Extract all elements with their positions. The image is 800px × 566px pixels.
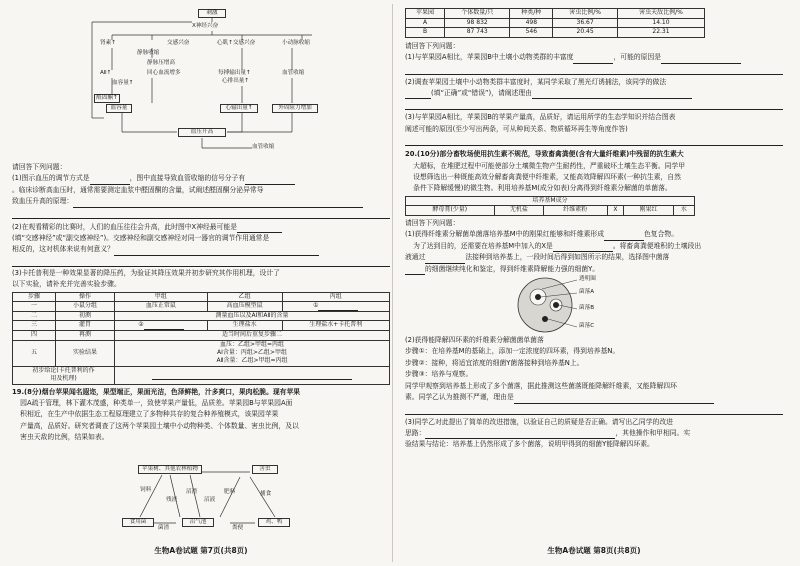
t3-c2: 纤维素粉 bbox=[544, 206, 608, 216]
eco-predation: 捕食 bbox=[260, 491, 272, 497]
q20-1-blank-b[interactable] bbox=[553, 243, 613, 252]
t1-r4-step: 四 bbox=[13, 331, 56, 341]
orchard-ecosystem-diagram bbox=[120, 463, 300, 533]
q20-3-text-c: ，其他操作和甲相同。实 bbox=[615, 428, 691, 437]
t1-result-a1: AⅠ含量：丙组>乙组>甲组 bbox=[217, 349, 287, 357]
row2-volume: 血容量↑ bbox=[112, 80, 134, 86]
t1-r1-op: 小鼠分组 bbox=[56, 302, 115, 312]
q18-intro: 请回答下列问题： bbox=[12, 163, 67, 171]
q20-3-text-b: 思路： bbox=[405, 428, 426, 437]
t1-r2-all: 测量血压以及AⅠ和AⅡ的含量 bbox=[115, 311, 390, 321]
eco-poultry: 鸡、鸭 bbox=[258, 518, 290, 527]
petri-dish-figure bbox=[405, 275, 783, 335]
t2-r2-c4: 22.31 bbox=[617, 28, 704, 38]
t2-r2-c2: 546 bbox=[510, 28, 553, 38]
t2-r1-c2: 498 bbox=[510, 18, 553, 28]
branch-artery: 小动脉收缩 bbox=[282, 40, 310, 46]
t1-r6-answer[interactable] bbox=[115, 366, 390, 384]
q20-line2: 大超标，在堆肥过程中可能使部分土壤微生物产生耐药性，严重破坏土壤生态平衡。同学甲 bbox=[413, 161, 686, 170]
q20-3-text-d: 验结果与结论：培养基上仍然形成了多个菌落，说明甲得到的细菌Y能降解四环素。 bbox=[405, 440, 654, 449]
t1-header-a: 甲组 bbox=[115, 292, 208, 302]
q19-1-text-b: ，可能的原因是 bbox=[613, 53, 662, 62]
q18-1-text-b: ，图中直接导致血管收缩的信号分子有 bbox=[129, 174, 246, 183]
t2-h0: 苹果园 bbox=[406, 9, 445, 19]
q18-1-blank-c[interactable] bbox=[73, 199, 363, 208]
stimulus-box: 刺激 bbox=[198, 9, 226, 18]
q18-2-text: (2)在观看精彩的比赛时，人们的血压往往会升高，此时图中X神经最可能是 bbox=[12, 222, 237, 231]
q19-intro: 请回答下列问题： bbox=[405, 41, 460, 50]
eco-manure: 粪便 bbox=[232, 525, 244, 531]
q19-2-text-b: (填“正确”或“错误”)，请阐述理由 bbox=[431, 89, 532, 97]
q19-1-answer-line[interactable] bbox=[405, 64, 783, 75]
t1-r4-op: 再测 bbox=[56, 331, 115, 341]
t1-header-step: 步骤 bbox=[13, 292, 56, 302]
bottom-vasoconstriction: 血管收缩 bbox=[252, 144, 275, 150]
t2-h2: 种类/种 bbox=[510, 9, 553, 19]
t1-header-c: 丙组 bbox=[282, 292, 389, 302]
row2-a2: AⅡ↑ bbox=[100, 70, 112, 76]
q20-2-text-b: 同学甲观察到培养基上形成了多个菌落，据此推测这些菌落既能降解纤维素，又能降解四环 bbox=[405, 381, 677, 390]
q19-line5: 害虫天敌的比例，结果如表。 bbox=[20, 433, 109, 442]
page7-footer: 生物A卷试题 第7页(共8页) bbox=[154, 546, 248, 555]
q20-3-blank[interactable] bbox=[425, 430, 615, 439]
q19-1-blank-b[interactable] bbox=[661, 55, 741, 64]
dish-label-b: 菌落B bbox=[579, 305, 595, 312]
colony-a bbox=[535, 294, 541, 300]
page8-footer: 生物A卷试题 第8页(共8页) bbox=[547, 546, 641, 555]
q19-line1: 19.(8分)烟台苹果闻名遐迩，果型端正，果面光洁，色泽鲜艳，汁多爽口，果肉松脆。现有苹果 bbox=[12, 387, 301, 396]
orchard-table bbox=[405, 8, 705, 38]
t2-h3: 害虫比例/% bbox=[553, 9, 618, 19]
q20-1-text: (1)获得纤维素分解菌单菌落培养基M中的刚果红能够和纤维素形成 bbox=[405, 230, 605, 239]
row3-resistance: 外周阻力增加 bbox=[272, 104, 318, 113]
row2-return: 回心血流增多 bbox=[147, 70, 181, 76]
q20-intro: 请回答下列问题： bbox=[405, 219, 460, 228]
q18-3-text-b: 以下实验，请补充并完善实验步骤。 bbox=[12, 280, 121, 289]
q18-1-blank-b[interactable] bbox=[245, 176, 295, 185]
t1-r3-step: 三 bbox=[13, 321, 56, 331]
q19-3-text-b: 阐述可能的原因(至少写出两条，可从种间关系、物质循环再生等角度作答) bbox=[405, 124, 628, 133]
t3-title: 培养基M成分 bbox=[406, 196, 695, 206]
t1-r5-step: 五 bbox=[13, 340, 56, 366]
t1-r3-b: 生理盐水 bbox=[207, 321, 282, 331]
q18-2-blank-a[interactable] bbox=[237, 224, 282, 233]
q18-1-text: (1)图示血压的调节方式是 bbox=[12, 174, 90, 183]
t3-c5: 水 bbox=[673, 206, 694, 216]
q19-2-answer-line[interactable] bbox=[405, 99, 783, 110]
q20-step2: 步骤②：接种，将适宜浓度的细菌Y菌落接种到培养基N上。 bbox=[405, 358, 584, 367]
colony-b bbox=[553, 302, 559, 308]
eco-fertilizer: 肥料 bbox=[224, 489, 236, 495]
bp-regulation-diagram bbox=[92, 8, 332, 160]
page-8 bbox=[405, 8, 783, 558]
t2-r2-c3: 20.45 bbox=[553, 28, 618, 38]
medium-m-table bbox=[405, 196, 695, 216]
row2-output: 心排出量↑ bbox=[222, 78, 250, 84]
eco-biogas-liquid: 沼液 bbox=[204, 497, 216, 503]
q19-3-answer-line[interactable] bbox=[405, 135, 783, 146]
t1-r1-step: 一 bbox=[13, 302, 56, 312]
q19-line2: 园A疏于管理，林下灌木茂盛，种类单一，致使苹果产量低，品质差。苹果园B与苹果园A面 bbox=[20, 399, 293, 408]
q20-1-text-g: 的细菌继续纯化和鉴定，得到纤维素降解能力强的细菌Y。 bbox=[425, 264, 600, 273]
dish-label-c: 菌落C bbox=[579, 323, 595, 330]
q18-1-blank-a[interactable] bbox=[90, 176, 130, 185]
q19-2-blank-b[interactable] bbox=[532, 90, 692, 99]
t1-r4-all: 适当时间后重复步骤二 bbox=[115, 331, 390, 341]
eco-residue: 残渣 bbox=[166, 497, 178, 503]
page-gutter bbox=[392, 4, 393, 562]
t2-r2-c0: B bbox=[406, 28, 445, 38]
eco-plants: 苹果树、其他农林植物 bbox=[138, 465, 202, 474]
branch-sympathetic: 交感兴奋 bbox=[167, 40, 190, 46]
q20-1-text-f: 法接种到培养基上，一段时间后得到如图所示的结果，选择图中菌落 bbox=[465, 253, 670, 262]
t2-h1: 个体数量/只 bbox=[445, 9, 510, 19]
row3-volume: 血容量 bbox=[106, 104, 132, 113]
petri-dish-svg bbox=[405, 275, 635, 335]
t3-c0: 酵母膏(少量) bbox=[406, 206, 495, 216]
eco-fungi: 食用菌 bbox=[122, 518, 154, 527]
row2-vasoconstriction: 血管收缩 bbox=[282, 70, 305, 76]
q18-2-blank-b[interactable] bbox=[114, 247, 319, 256]
q20-1-text-e: 液通过 bbox=[405, 253, 426, 262]
q18-2-answer-line[interactable] bbox=[12, 256, 390, 267]
t2-r1-c3: 36.67 bbox=[553, 18, 618, 28]
t1-r6-label: 初步给论(卡托普利的作 用及机理) bbox=[13, 366, 115, 384]
eco-biogas-pit: 沼气池 bbox=[182, 518, 214, 527]
t1-header-op: 操作 bbox=[56, 292, 115, 302]
t1-r3-c: 生理盐水+卡托普利 bbox=[282, 321, 389, 331]
q20-line1: 20.(10分)部分畜牧场使用抗生素不规范，导致畜禽粪便(含有大量纤维素)中残留的抗生素大 bbox=[405, 150, 684, 159]
q19-line3: 积相近，在生产中依据生态工程原理建立了多物种共存的复合种养殖模式，该果园苹果 bbox=[20, 410, 279, 419]
q20-2-answer-line[interactable] bbox=[405, 404, 783, 415]
eco-pests: 害虫 bbox=[252, 465, 278, 474]
t1-result-a2: AⅡ含量：乙组>甲组=丙组 bbox=[216, 357, 288, 365]
q18-3-text: (3)卡托普利是一种效果显著的降压药，为验证其降压效果并初步研究其作用机理，设计了 bbox=[12, 268, 280, 277]
q20-1-blank-a[interactable] bbox=[604, 232, 644, 241]
branch-vein: 静脉收缩 bbox=[137, 50, 160, 56]
q20-2-text: (2)获得能降解四环素的纤维素分解菌菌单菌落 bbox=[405, 336, 544, 345]
colony-c bbox=[542, 316, 548, 322]
q19-line4: 产量高，品质好。研究者调查了这两个苹果园土壤中小动物种类、个体数量、害虫比例，及以 bbox=[20, 421, 299, 430]
t2-r1-c0: A bbox=[406, 18, 445, 28]
t1-header-b: 乙组 bbox=[207, 292, 282, 302]
page-7 bbox=[12, 8, 390, 558]
row3-aldosterone: 醛固酮↑ bbox=[94, 94, 120, 103]
dish-label-a: 菌落A bbox=[579, 289, 595, 296]
experiment-table bbox=[12, 292, 390, 385]
q18-2-text-b: (填“交感神经”或“副交感神经”)。交感神经和副交感神经对同一器官的调节作用通常是 bbox=[12, 234, 270, 243]
row3-output: 心输出量↑ bbox=[220, 104, 258, 113]
q20-step1: 步骤①：在培养基M的基础上，添加一定浓度的四环素，得到培养基N。 bbox=[405, 347, 620, 356]
t1-r2-step: 二 bbox=[13, 311, 56, 321]
t1-result-bp: 血压：乙组>甲组=丙组 bbox=[219, 340, 285, 348]
t3-c4: 刚果红 bbox=[624, 206, 673, 216]
eco-fungus-residue: 菌渣 bbox=[158, 525, 170, 531]
q18-1-text-d: 致血压升高的原理： bbox=[12, 197, 74, 206]
q20-line3: 设想筛选出一种既能高效分解畜禽粪便中纤维素，又能高效降解四环素(一种抗生素，自然 bbox=[413, 173, 681, 182]
q19-1-blank-a[interactable] bbox=[573, 55, 613, 64]
q20-1-blank-d[interactable] bbox=[405, 266, 425, 275]
q20-3-text: (3)同学乙对此提出了简单的改进措施，以验证自己的质疑是否正确。请写出乙同学的改进 bbox=[405, 417, 673, 426]
t1-r2-op: 初测 bbox=[56, 311, 115, 321]
t1-r1-c[interactable]: ① bbox=[282, 302, 389, 312]
t1-r5-op: 实验结果 bbox=[56, 340, 115, 366]
eco-feed: 饲料 bbox=[140, 487, 152, 493]
branch-renin: 肾素↑ bbox=[100, 40, 116, 46]
t1-r1-a: 血压正常鼠 bbox=[115, 302, 208, 312]
t2-r1-c1: 98 832 bbox=[445, 18, 510, 28]
t3-c1: 无机盐 bbox=[494, 206, 543, 216]
dish-plate bbox=[518, 278, 572, 332]
t1-r3-a[interactable]: ② bbox=[115, 321, 208, 331]
q18-1-text-c: 。临床诊断高血压时，通常需要测定血浆中醛固酮的含量，试阐述醛固酮分泌异常导 bbox=[12, 185, 264, 194]
q20-line4: 条件下降解缓慢)的微生物。利用培养基M(成分如表)分离得到纤维素分解菌的单菌落。 bbox=[413, 184, 672, 193]
t2-h4: 害虫天敌比例/% bbox=[617, 9, 704, 19]
q18-2-text-c: 相反的，这对机体来说有何意义？ bbox=[12, 245, 114, 254]
bp-rise-box: 血压升高 bbox=[178, 128, 226, 137]
q20-2-blank[interactable] bbox=[514, 395, 714, 404]
row2-stroke: 每搏输出量↑ bbox=[218, 70, 251, 76]
q19-3-text: (3)与苹果园A相比，苹果园B的苹果产量高，品质好，请运用所学的生态学知识并结合图表 bbox=[405, 113, 676, 122]
t1-r5-results bbox=[115, 340, 390, 366]
t2-r1-c4: 14.10 bbox=[617, 18, 704, 28]
t1-r3-op: 灌胃 bbox=[56, 321, 115, 331]
q20-2-text-c: 素。同学乙认为推测不严谨，理由是 bbox=[405, 393, 514, 402]
q19-2-blank-a[interactable] bbox=[405, 90, 431, 99]
q20-1-blank-c[interactable] bbox=[425, 255, 465, 264]
q20-step3: 步骤③：培养与观察。 bbox=[405, 370, 473, 379]
eco-biogas-residue: 沼渣 bbox=[186, 489, 198, 495]
q20-1-text-c: 为了达到目的，还需要在培养基M中加入的X是 bbox=[413, 241, 553, 250]
t2-r2-c1: 87 743 bbox=[445, 28, 510, 38]
t1-r1-b: 高血压模型鼠 bbox=[207, 302, 282, 312]
q20-1-text-b: 色复合物。 bbox=[644, 230, 678, 239]
branch-heart: 心肌↑交感兴奋 bbox=[217, 40, 256, 46]
row2-venous-pressure: 静脉压增高 bbox=[147, 60, 175, 66]
q19-2-text: (2)调查苹果园土壤中小动物类群丰富度时，某同学采取了黑光灯诱捕法，该同学的做法 bbox=[405, 77, 667, 86]
t3-c3: X bbox=[607, 206, 624, 216]
q19-1-text: (1)与苹果园A相比，苹果园B中土壤小动物类群的丰富度 bbox=[405, 53, 574, 62]
nerve-label: X神经兴奋 bbox=[192, 23, 219, 29]
q20-1-text-d: 。将畜禽粪便堆积的土壤段出 bbox=[612, 241, 702, 250]
q18-1-answer-line[interactable] bbox=[12, 208, 390, 219]
dish-label-zone: 透明圈 bbox=[579, 276, 596, 283]
